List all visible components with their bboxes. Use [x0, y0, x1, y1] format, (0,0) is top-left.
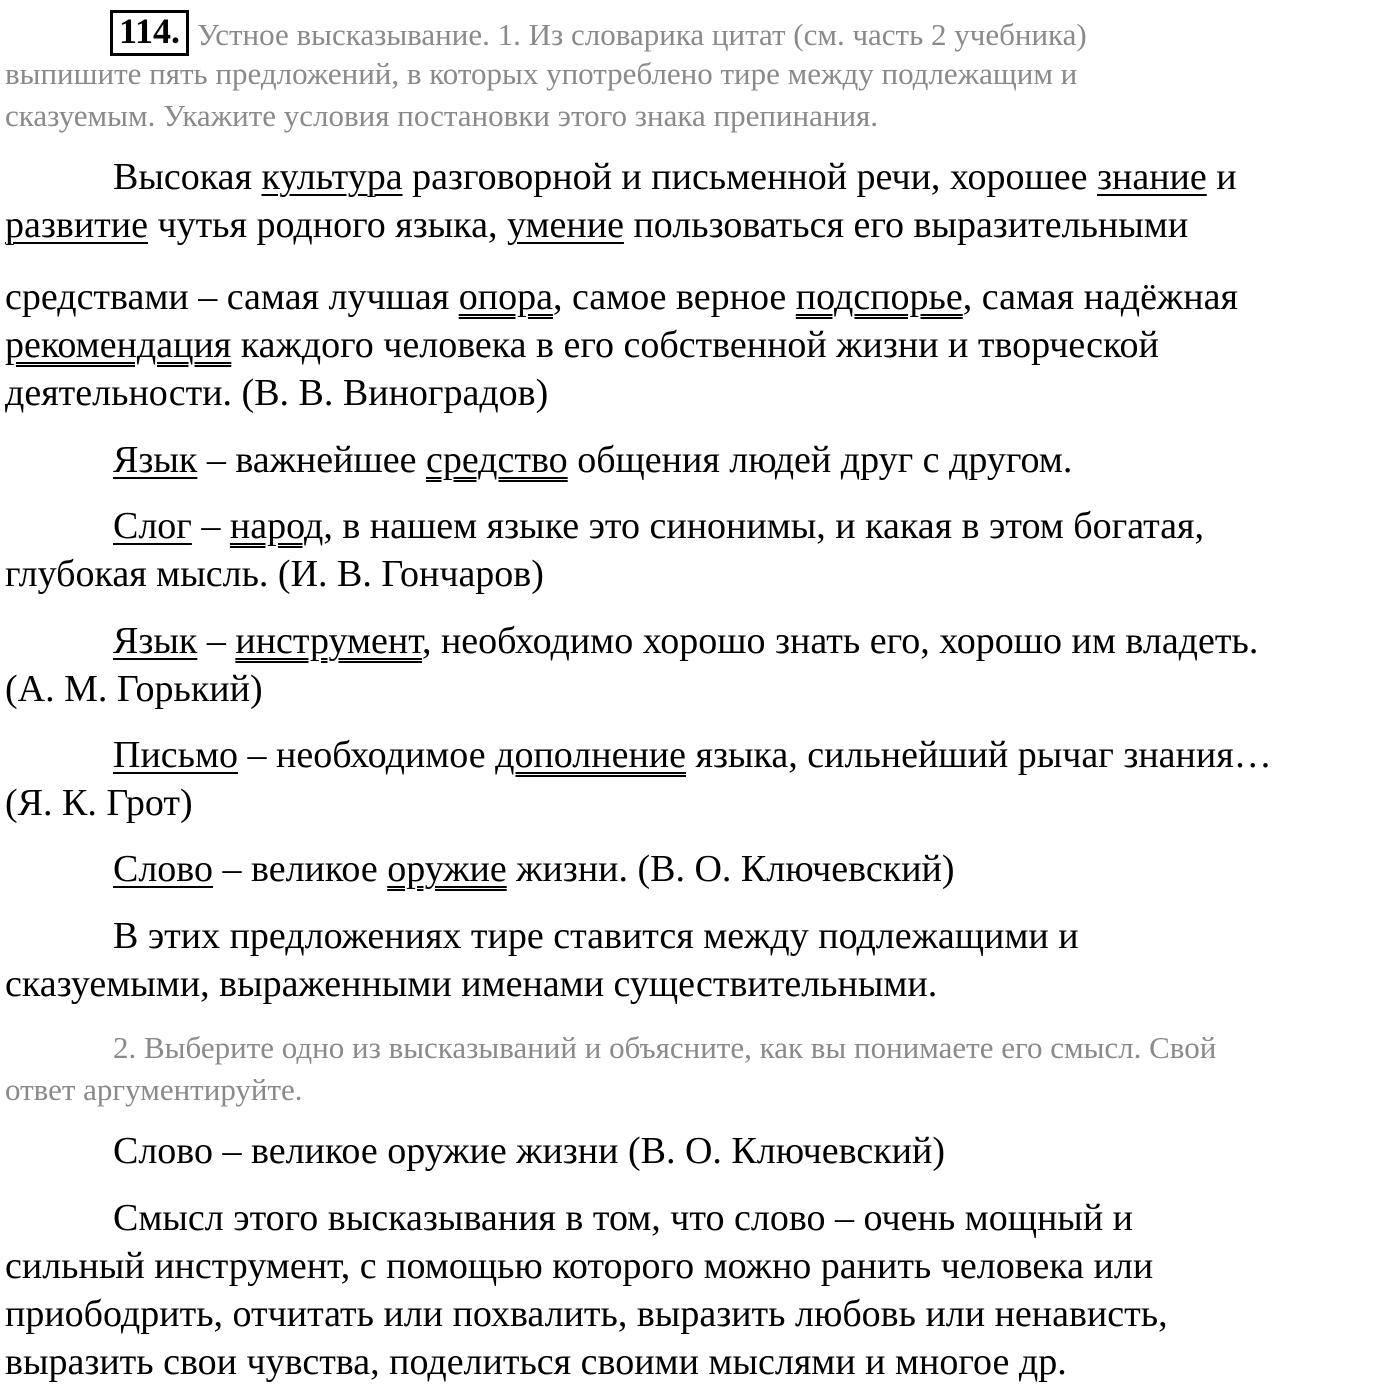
- quote1-line-4: [5, 326, 1159, 364]
- quote6-line: [113, 850, 955, 888]
- text: жизни. (В. О. Ключевский): [506, 848, 955, 890]
- quote3-line-1: [113, 507, 1204, 545]
- text: – важнейшее: [197, 439, 426, 481]
- subject: знание: [1096, 156, 1207, 198]
- text: , самая надёжная: [962, 276, 1238, 318]
- predicate: народ: [229, 505, 324, 547]
- subject: Язык: [113, 620, 198, 662]
- quote5-line-2: (Я. К. Грот): [5, 782, 193, 824]
- predicate: опора: [458, 276, 553, 318]
- quote3-line-2: глубокая мысль. (И. В. Гончаров): [5, 553, 544, 595]
- text: общения людей друг с другом.: [567, 439, 1073, 481]
- text: языка, сильнейший рычаг знания…: [686, 734, 1272, 776]
- text: каждого человека в его собственной жизни и творческой: [231, 324, 1159, 366]
- predicate: средство: [425, 439, 568, 481]
- conclusion-line-2: сказуемыми, выраженными именами существительными.: [5, 963, 938, 1005]
- explanation-line-1: Смысл этого высказывания в том, что слово – очень мощный и: [113, 1197, 1134, 1239]
- subject: Письмо: [113, 734, 239, 776]
- subject: культура: [261, 156, 403, 198]
- quote2-line: [113, 441, 1072, 479]
- task-header-line-2: выпишите пять предложений, в которых употреблено тире между подлежащим и: [5, 56, 1078, 91]
- explanation-line-2: сильный инструмент, с помощью которого можно ранить человека или: [5, 1245, 1154, 1287]
- subject: Слог: [113, 505, 192, 547]
- chosen-quote: Слово – великое оружие жизни (В. О. Ключевский): [113, 1130, 946, 1172]
- task-header-line-1: [110, 12, 1087, 58]
- text: – необходимое: [238, 734, 496, 776]
- quote1-line-3: [5, 278, 1238, 316]
- explanation-line-3: приободрить, отчитать или похвалить, выразить любовь или ненависть,: [5, 1293, 1168, 1335]
- quote1-line-2: [5, 206, 1188, 244]
- predicate: подспорье: [795, 276, 963, 318]
- quote5-line-1: [113, 736, 1272, 774]
- quote4-line-1: [113, 622, 1258, 660]
- task-header-line-3: сказуемым. Укажите условия постановки этого знака препинания.: [5, 98, 879, 133]
- subject: умение: [506, 204, 624, 246]
- explanation-line-4: выразить свои чувства, поделиться своими мыслями и многое др.: [5, 1341, 1067, 1383]
- text: средствами – самая лучшая: [5, 276, 459, 318]
- exercise-number: 114.: [110, 10, 189, 56]
- task2-line-1: 2. Выберите одно из высказываний и объясните, как вы понимаете его смысл. Свой: [113, 1030, 1217, 1065]
- quote1-line-1: [113, 158, 1237, 196]
- subject: развитие: [5, 204, 148, 246]
- subject: Слово: [113, 848, 213, 890]
- text: , необходимо хорошо знать его, хорошо им владеть.: [421, 620, 1259, 662]
- text: , самое верное: [552, 276, 796, 318]
- task2-line-2: ответ аргументируйте.: [5, 1072, 303, 1107]
- text: разговорной и письменной речи, хорошее: [402, 156, 1097, 198]
- text: и: [1206, 156, 1237, 198]
- quote1-line-5: деятельности. (В. В. Виноградов): [5, 372, 549, 414]
- text: чутья родного языка,: [147, 204, 507, 246]
- task-text-1: Устное высказывание. 1. Из словарика цитат (см. часть 2 учебника): [197, 17, 1087, 52]
- text: , в нашем языке это синонимы, и какая в этом богатая,: [323, 505, 1205, 547]
- predicate: рекомендация: [5, 324, 232, 366]
- subject: Язык: [113, 439, 198, 481]
- predicate: дополнение: [495, 734, 686, 776]
- predicate: инструмент: [235, 620, 422, 662]
- quote4-line-2: (А. М. Горький): [5, 668, 263, 710]
- text: Высокая: [113, 156, 262, 198]
- text: – великое: [213, 848, 388, 890]
- text: –: [191, 505, 230, 547]
- text: –: [197, 620, 236, 662]
- conclusion-line-1: В этих предложениях тире ставится между подлежащими и: [113, 915, 1079, 957]
- predicate: оружие: [387, 848, 507, 890]
- text: пользоваться его выразительными: [623, 204, 1189, 246]
